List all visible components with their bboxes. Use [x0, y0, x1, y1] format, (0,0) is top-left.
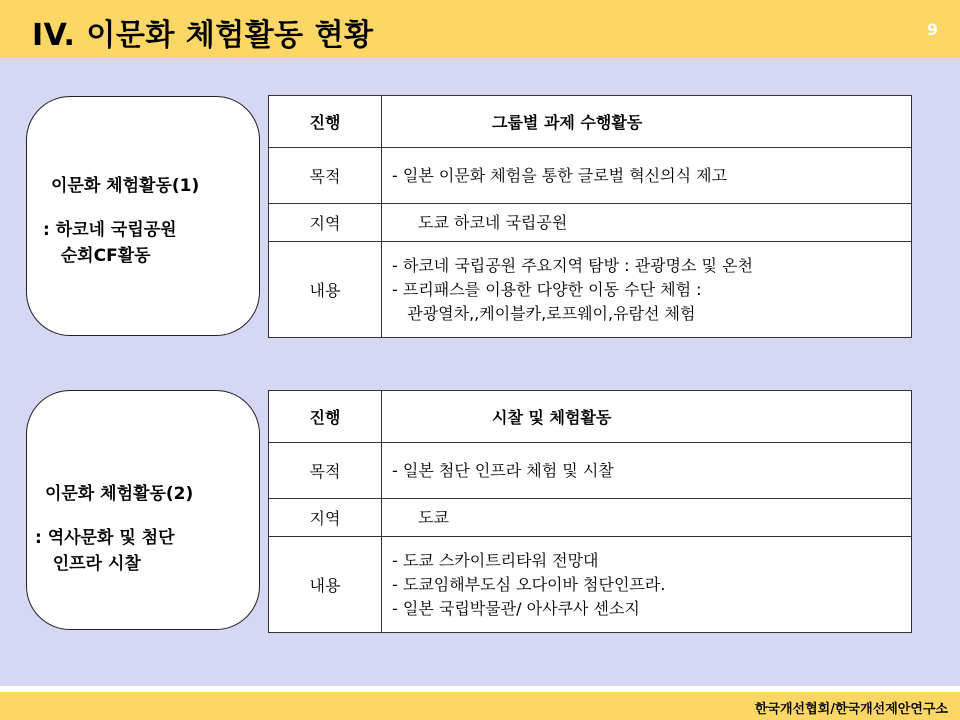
section-2-subtitle: : 역사문화 및 첨단 인프라 시찰: [35, 528, 175, 574]
table-row: [269, 443, 912, 499]
purpose-label: 목적: [269, 443, 382, 499]
section-1-title: 이문화 체험활동(1): [51, 176, 200, 196]
content-line: - 도쿄 스카이트리타워 전망대: [392, 550, 599, 570]
section-2-bubble: [26, 390, 260, 630]
content-line: - 하코네 국립공원 주요지역 탐방 : 관광명소 및 온천: [392, 255, 753, 275]
purpose-value: - 일본 첨단 인프라 체험 및 시찰: [382, 443, 912, 499]
section-1-bubble: [26, 96, 260, 336]
head-value: 그룹별 과제 수행활동: [382, 96, 912, 148]
section-1-subtitle: : 하코네 국립공원 순회CF활동: [43, 220, 177, 266]
purpose-value: - 일본 이문화 체험을 통한 글로벌 혁신의식 제고: [382, 148, 912, 204]
content-value: [382, 242, 912, 338]
table-row: [269, 96, 912, 148]
page-number: 9: [926, 20, 938, 39]
page-title: IV. 이문화 체험활동 현황: [32, 18, 374, 53]
content-line: - 프리패스를 이용한 다양한 이동 수단 체험 :: [392, 279, 702, 299]
head-label: 진행: [269, 96, 382, 148]
footer-credit: 한국개선협회/한국개선제안연구소: [754, 702, 948, 717]
table-row: [269, 242, 912, 338]
content-line: - 일본 국립박물관/ 아사쿠사 센소지: [392, 598, 640, 618]
content-value: [382, 537, 912, 633]
table-row: [269, 537, 912, 633]
head-value: 시찰 및 체험활동: [382, 391, 912, 443]
region-label: 지역: [269, 499, 382, 537]
content-line: - 도쿄임해부도심 오다이바 첨단인프라.: [392, 574, 666, 594]
region-label: 지역: [269, 204, 382, 242]
head-label: 진행: [269, 391, 382, 443]
header-bar: [0, 0, 960, 58]
region-value: 도쿄: [382, 499, 912, 537]
section-1-table: [268, 95, 912, 338]
region-value: 도쿄 하코네 국립공원: [382, 204, 912, 242]
table-row: [269, 148, 912, 204]
content-label: 내용: [269, 242, 382, 338]
table-row: [269, 391, 912, 443]
table-row: [269, 499, 912, 537]
content-label: 내용: [269, 537, 382, 633]
table-row: [269, 204, 912, 242]
content-line: 관광열차,,케이블카,로프웨이,유람선 체험: [392, 303, 696, 323]
section-2-table: [268, 390, 912, 633]
purpose-label: 목적: [269, 148, 382, 204]
footer-bar: [0, 692, 960, 720]
section-2-title: 이문화 체험활동(2): [45, 484, 194, 504]
